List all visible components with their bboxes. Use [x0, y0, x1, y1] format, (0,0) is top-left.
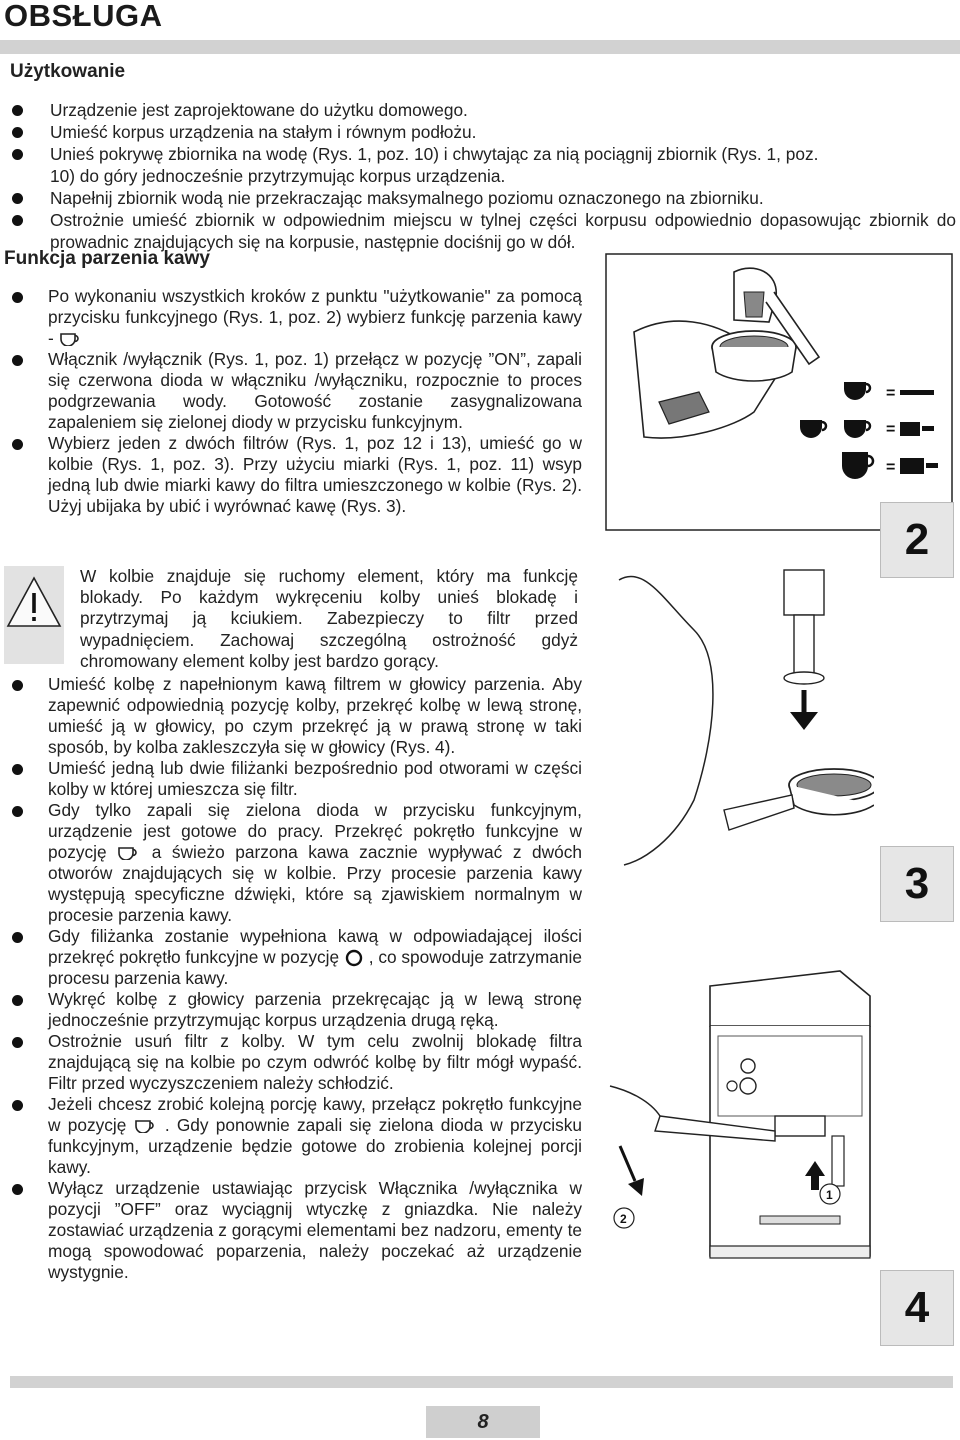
list-item	[10, 926, 582, 989]
cup-icon	[59, 332, 83, 346]
list-item: Napełnij zbiornik wodą nie przekraczając maksymalnego poziomu oznaczonego na zbiorniku.	[10, 187, 956, 209]
page-number: 8	[426, 1406, 540, 1438]
figure-2-illustration	[604, 252, 954, 532]
list-item: Unieś pokrywę zbiornika na wodę (Rys. 1, poz. 10) i chwytając za nią pociągnij zbiornik (Rys. 1, poz. 10) do góry jednocześnie przytrzymując korpus urządzenia.	[10, 143, 956, 187]
usage-heading: Użytkowanie	[10, 61, 126, 82]
figure-2-label: 2	[880, 502, 954, 578]
list-item: Ostrożnie umieść zbiornik w odpowiednim miejscu w tylnej części korpusu odpowiednio dopasowując zbiornik do prowadnic znajdujących się na korpusie, następnie dociśnij go w dół.	[10, 209, 956, 253]
brew-step-text: Po wykonaniu wszystkich kroków z punktu "użytkowanie" za pomocą przycisku funkcyjnego (Rys. 1, poz. 2) wybierz funkcję parzenia kawy -	[48, 286, 582, 348]
footer-divider	[10, 1376, 953, 1388]
brew-step-text: . Gdy ponownie zapali się zielona dioda w przycisku funkcyjnym, urządzenie będzie gotowe do zrobienia kolejnej porcji kawy.	[48, 1115, 582, 1177]
brew-step-text: Gdy tylko zapali się zielona dioda w przycisku funkcyjnym, urządzenie jest gotowe do pracy. Przekręć pokrętło funkcyjne w pozycję	[48, 800, 582, 862]
legend-equals: =	[886, 385, 896, 402]
list-item: Umieść jedną lub dwie filiżanki bezpośrednio pod otworami w części kolby w której umieszcza się filtr.	[10, 758, 582, 800]
brew-heading: Funkcja parzenia kawy	[4, 248, 210, 269]
warning-box	[4, 566, 64, 664]
brew-step-text: Gdy filiżanka zostanie wypełniona kawą w odpowiadającej ilości przekręć pokrętło funkcyjne w pozycję	[48, 926, 582, 967]
brew-list	[10, 286, 582, 517]
callout-2: 2	[620, 1212, 627, 1226]
list-item: Umieść korpus urządzenia na stałym i równym podłożu.	[10, 121, 956, 143]
list-item: Włącznik /wyłącznik (Rys. 1, poz. 1) przełącz w pozycję ”ON”, zapali się czerwona dioda w włączniku /wyłączniku, rozpocznie to proces podgrzewania wody. Gotowość zostanie zasygnalizowana zapaleniem się zielonej diody w przycisku funkcyjnym.	[10, 349, 582, 433]
list-item	[10, 800, 582, 926]
brew-step-text: Jeżeli chcesz zrobić kolejną porcję kawy, przełącz pokrętło funkcyjne w pozycję	[48, 1094, 582, 1135]
figure-3-illustration	[604, 540, 874, 870]
figure-3-label: 3	[880, 846, 954, 922]
cup-legend	[800, 382, 938, 479]
list-item: Urządzenie jest zaprojektowane do użytku domowego.	[10, 99, 956, 121]
warning-text: W kolbie znajduje się ruchomy element, który ma funkcję blokady. Po każdym wykręceniu kolby unieś blokadę i przytrzymaj ją kciukiem. Zabezpieczy to filtr przed wypadnięciem. Zachowaj szczególną ostrożność gdyż chromowany element kolby jest bardzo gorący.	[80, 566, 578, 671]
figure-4-label: 4	[880, 1270, 954, 1346]
list-item: Wybierz jeden z dwóch filtrów (Rys. 1, poz 12 i 13), umieść go w kolbie (Rys. 1, poz. 3). Przy użyciu miarki (Rys. 1, poz. 11) wsyp jedną lub dwie miarki kawy do filtra umieszczonego w kolbie (Rys. 2). Użyj ubijaka by ubić i wyrównać kawę (Rys. 3).	[10, 433, 582, 517]
brew-step-text: a świeżo parzona kawa zacznie wypływać z dwóch otworów znajdujących się w kolbie. Przy procesie parzenia kawy występują specyficzne dźwięki, które są zjawiskiem normalnym w procesie parzenia kawy.	[48, 842, 582, 925]
list-item: Ostrożnie usuń filtr z kolby. W tym celu zwolnij blokadę filtra znajdującą się na kolbie po czym odwróć kolbę by filtr mógł wypaść. Filtr przed wyczyszczeniem należy schłodzić.	[10, 1031, 582, 1094]
legend-equals: =	[886, 459, 896, 476]
cup-icon	[134, 1119, 158, 1133]
page-title: OBSŁUGA	[4, 0, 163, 33]
brew-list-continued	[10, 674, 582, 1283]
circle-off-icon	[344, 949, 364, 967]
legend-equals: =	[886, 421, 896, 438]
list-item	[10, 286, 582, 349]
figure-4-illustration	[600, 966, 880, 1276]
list-item: Wykręć kolbę z głowicy parzenia przekręcając ją w lewą stronę jednocześnie przytrzymując korpus urządzenia drugą ręką.	[10, 989, 582, 1031]
header-divider	[0, 40, 960, 54]
callout-1: 1	[826, 1188, 833, 1202]
list-item: Wyłącz urządzenie ustawiając przycisk Włącznika /wyłącznika w pozycji ”OFF” oraz wyciągnij wtyczkę z gniazdka. Nie należy zostawiać urządzenia z gorącymi elementami bez nadzoru, ementy te mogą spowodować poparzenia, należy poczekać aż urządzenie wystygnie.	[10, 1178, 582, 1283]
list-item: Umieść kolbę z napełnionym kawą filtrem w głowicy parzenia. Aby zapewnić odpowiednią pozycję kolby, przekręć kolbę w lewą stronę, umieść ją w głowicy, po czym przekręć ją w prawą stronę w taki sposób, by kolba zakleszczyła się w głowicy (Rys. 4).	[10, 674, 582, 758]
brew-step-text: , co spowoduje zatrzymanie procesu parzenia kawy.	[48, 947, 582, 988]
warning-triangle-icon	[4, 566, 64, 664]
usage-list	[10, 99, 956, 253]
list-item	[10, 1094, 582, 1178]
cup-icon	[117, 846, 141, 860]
